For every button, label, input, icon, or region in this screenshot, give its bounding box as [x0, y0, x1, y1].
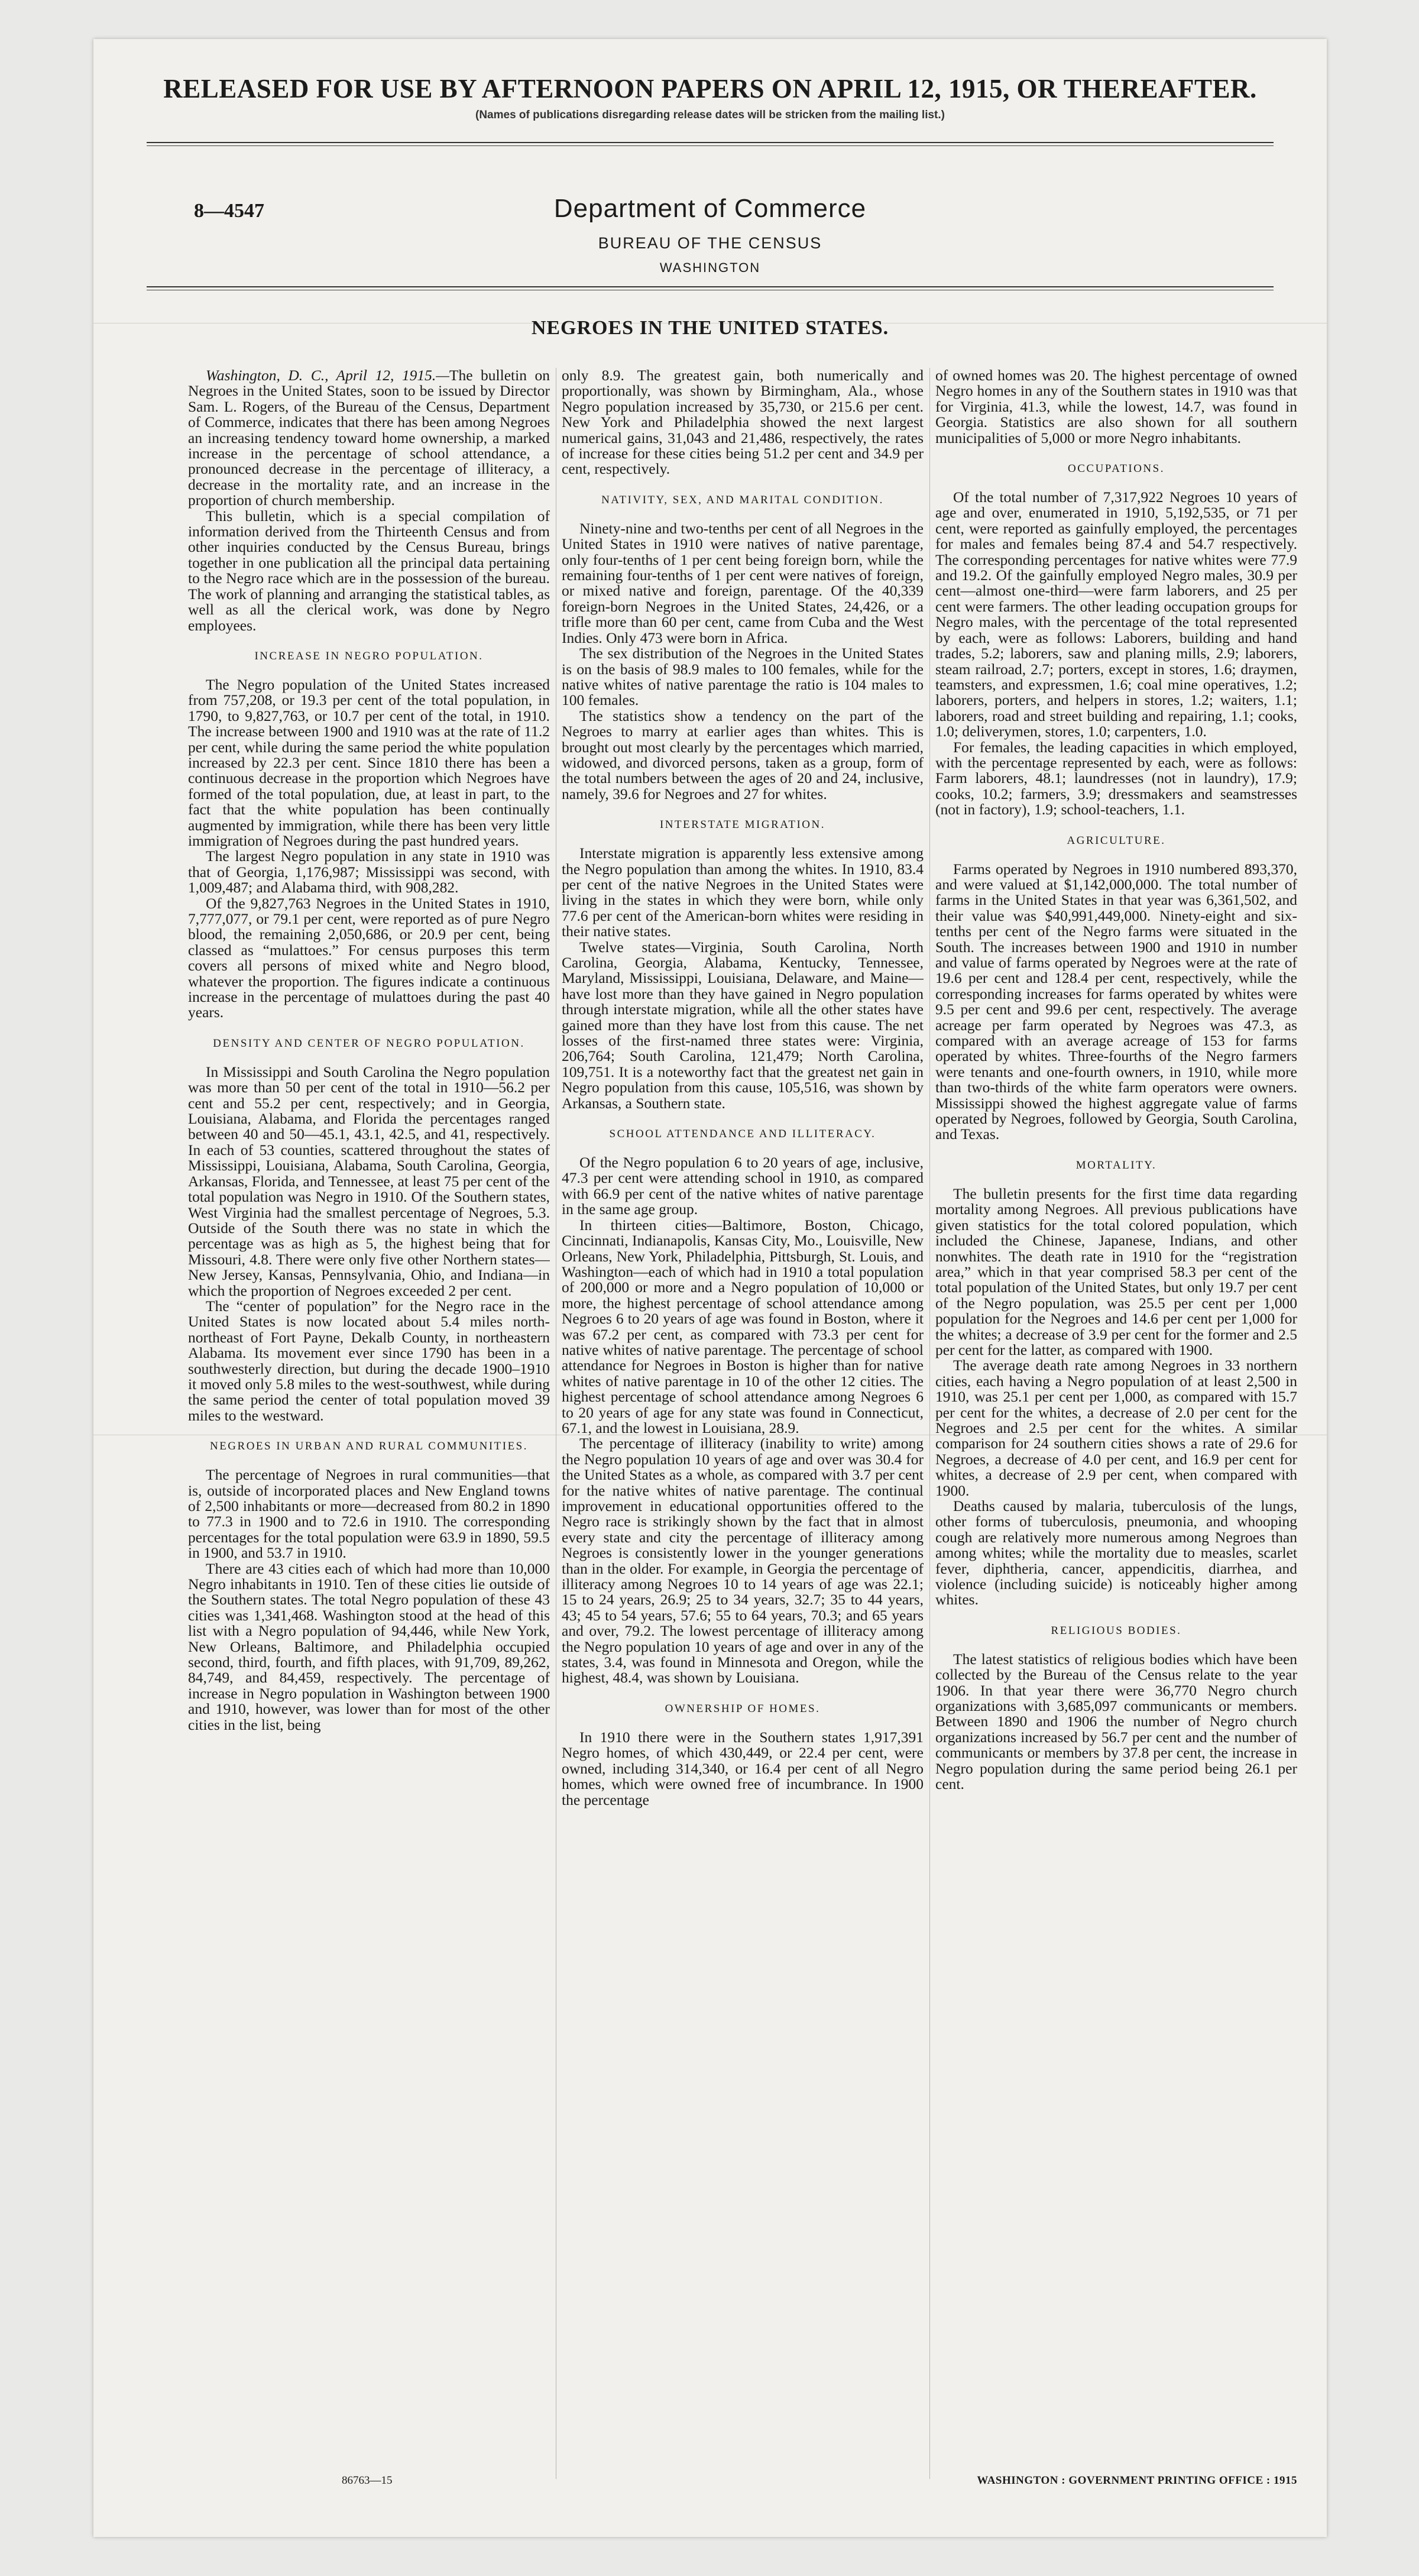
paragraph: [188, 368, 550, 509]
text-column-2: [562, 368, 924, 2479]
paragraph-text: Of the Negro population 6 to 20 years of age, inclusive, 47.3 per cent were attending school in 1910, as compared with 66.9 per cent of the native whites of native parentage in the same age group.: [562, 1154, 924, 1218]
paragraph: [562, 1218, 924, 1436]
section-heading: OCCUPATIONS.: [1068, 462, 1165, 475]
paragraph: [562, 1436, 924, 1686]
paragraph: [935, 490, 1297, 740]
form-number: 86763—15: [342, 2474, 393, 2487]
paragraph-text: Ninety-nine and two-tenths per cent of all Negroes in the United States in 1910 were natives of native parentage, only four-tenths of 1 per cent being foreign born, while the remaining four-tenths of 1 per cent were natives of foreign, or mixed native and foreign, parentage. Of the 40,339 foreign-born Negroes in the United States, 24,426, or a trifle more than 60 per cent, came from Cuba and the West Indies. Only 473 were born in Africa.: [562, 519, 924, 646]
paragraph-text: The average death rate among Negroes in 33 northern cities, each having a Negro population of at least 2,500 in 1910, was 25.1 per cent per 1,000, as compared with 15.7 per cent for the whites, a decrease of 2.0 per cent for the Negroes and 2.5 per cent for the whites. A similar comparison for 24 southern cities shows a rate of 29.6 for Negroes, a decrease of 4.0 per cent, and 16.9 per cent for whites, a decrease of 2.9 per cent, when compared with 1900.: [935, 1357, 1297, 1499]
paragraph: [562, 521, 924, 646]
paragraph-text: In Mississippi and South Carolina the Negro population was more than 50 per cent of the total in 1910—56.2 per cent and 55.2 per cent, respectively; and in Georgia, Louisiana, Alabama, and Florida the percentages ranged between 40 and 50—45.1, 43.1, 42.5, and 41, respectively. In each of 53 counties, scattered throughout the states of Mississippi, Louisiana, Alabama, South Carolina, Georgia, Arkansas, Florida, and Tennessee, at least 75 per cent of the total population was Negro in 1910. Of the Southern states, West Virginia had the smallest percentage of Negroes, 5.3. Outside of the South there was no state in which the percentage was as high as 5, the highest being that for Missouri, 4.8. There were only five other Northern states—New Jersey, Kansas, Pennsylvania, Ohio, and Indiana—in which the proportion of Negroes exceeded 2 per cent.: [188, 1063, 550, 1299]
headline: NEGROES IN THE UNITED STATES.: [531, 317, 889, 339]
paragraph: [188, 1064, 550, 1299]
header-rule: [147, 142, 1274, 143]
paragraph-text: Farms operated by Negroes in 1910 numbered 893,370, and were valued at $1,142,000,000. The total number of farms in the United States in that year was 6,361,502, and their value was $40,991,449,000. Ninety-eight and six-tenths per cent of the Negro farms were situated in the South. The increases between 1900 and 1910 in number and value of farms operated by Negroes were at the rate of 19.6 per cent and 128.4 per cent, respectively, while the corresponding increases for farms operated by whites were 9.5 per cent and 99.6 per cent, respectively. The average acreage per farm operated by Negroes was 47.3, as compared with an average acreage of 153 for farms operated by whites. Three-fourths of the Negro farmers were tenants and one-fourth owners, in 1910, while more than two-thirds of the white farm operators were owners. Mississippi showed the highest aggregate value of farms operated by Negroes, followed by Georgia, South Carolina, and Texas.: [935, 860, 1297, 1143]
paragraph-text: The percentage of Negroes in rural communities—that is, outside of incorporated places and New England towns of 2,500 inhabitants or more—decreased from 80.2 in 1890 to 77.3 in 1900 and to 72.6 in 1910. The corresponding percentages for the total population were 63.9 in 1890, 59.5 in 1900, and 53.7 in 1910.: [188, 1466, 550, 1562]
paragraph-text: The bulletin on Negroes in the United States, soon to be issued by Director Sam. L. Rogers, of the Bureau of the Census, Department of Commerce, indicates that there has been among Negroes an increasing tendency toward home ownership, a marked increase in the percentage of school attendance, a pronounced decrease in the percentage of illiteracy, a decrease in the mortality rate, and an increase in the proportion of church membership.: [188, 368, 550, 509]
paragraph-text: The “center of population” for the Negro race in the United States is now located about 5.4 miles north-northeast of Fort Payne, Dekalb County, in northeastern Alabama. Its movement ever since 1790 has been in a southwesterly direction, but during the decade 1900–1910 it moved only 5.8 miles to the west-southwest, while during the same period the center of total population moved 39 miles to the westward.: [188, 1297, 550, 1424]
section-heading: DENSITY AND CENTER OF NEGRO POPULATION.: [213, 1037, 525, 1050]
paragraph-text: There are 43 cities each of which had more than 10,000 Negro inhabitants in 1910. Ten of these cities lie outside of the Southern states. The total Negro population of these 43 cities was 1,341,468. Washington stood at the head of this list with a Negro population of 94,446, while New York, New Orleans, Baltimore, and Philadelphia occupied second, third, fourth, and fifth places, with 91,709, 89,262, 84,749, and 84,459, respectively. The percentage of increase in Negro population in Washington between 1900 and 1910, however, was lower than for most of the other cities in the list, being: [188, 1559, 550, 1733]
paragraph: [562, 846, 924, 939]
paragraph-text: Of the 9,827,763 Negroes in the United States in 1910, 7,777,077, or 79.1 per cent, were reported as of pure Negro blood, the remaining 2,050,686, or 20.9 per cent, being classed as “mulattoes.” For census purposes this term covers all persons of mixed white and Negro blood, whatever the proportion. The figures indicate a continuous increase in the percentage of mulattoes during the past 40 years.: [188, 894, 550, 1021]
paragraph-text: of owned homes was 20. The highest percentage of owned Negro homes in any of the Southern states in 1910 was that for Virginia, 41.3, while the lowest, 14.7, was found in Georgia. Statistics are also shown for all southern municipalities of 5,000 or more Negro inhabitants.: [935, 368, 1297, 446]
paragraph: [188, 1299, 550, 1423]
paragraph: [562, 1155, 924, 1218]
section-heading: INTERSTATE MIGRATION.: [659, 818, 826, 831]
department-title: Department of Commerce: [553, 194, 867, 223]
printer-imprint: WASHINGTON : GOVERNMENT PRINTING OFFICE : 1915: [977, 2474, 1297, 2487]
paragraph: [935, 740, 1297, 818]
paragraph: [562, 940, 924, 1111]
text-column-1: [188, 368, 550, 2479]
paragraph: [562, 368, 924, 477]
paragraph: [188, 1467, 550, 1561]
paragraph: [935, 368, 1297, 446]
section-heading: SCHOOL ATTENDANCE AND ILLITERACY.: [609, 1128, 876, 1141]
paragraph-text: In 1910 there were in the Southern states 1,917,391 Negro homes, of which 430,449, or 22.4 per cent, were owned, including 314,340, or 16.4 per cent of all Negro homes, which were owned free of incumbrance. In 1900 the percentage: [562, 1728, 924, 1808]
paragraph-text: For females, the leading capacities in which employed, with the percentage represented by each, were as follows: Farm laborers, 48.1; laundresses (not in laundry), 17.9; cooks, 10.2; farmers, 3.9; dressmakers and seamstresses (not in factory), 1.9; school-teachers, 1.1.: [935, 738, 1297, 818]
header-rule: [147, 145, 1274, 146]
paragraph: [562, 708, 924, 802]
paragraph-text: Of the total number of 7,317,922 Negroes 10 years of age and over, enumerated in 1910, 5,192,535, or 71 per cent, were reported as gainfully employed, the percentages for males and females being 87.4 and 54.7 respectively. The corresponding percentages for native whites were 77.9 and 19.2. Of the gainfully employed Negro males, 30.9 per cent—almost one-third—were farm laborers, and 25 per cent were farmers. The other leading occupation groups for Negro males, with the percentage of the total represented by each, were as follows: Laborers, building and hand trades, 5.2; laborers, saw and planing mills, 2.9; laborers, steam railroad, 2.7; porters, except in stores, 1.6; draymen, teamsters, and expressmen, 1.6; coal mine operatives, 1.2; laborers, porters, and helpers in stores, 1.2; waiters, 1.1; laborers, road and street building and repairing, 1.1; cooks, 1.0; deliverymen, stores, 1.0; carpenters, 1.0.: [935, 488, 1297, 740]
paragraph-text: The Negro population of the United States increased from 757,208, or 19.3 per cent of the total population, in 1790, to 9,827,763, or 10.7 per cent of the total, in 1910. The increase between 1900 and 1910 was at the rate of 11.2 per cent, while during the same period the white population increased by 22.3 per cent. Since 1810 there has been a continuous decrease in the proportion which Negroes have formed of the total population, due, at least in part, to the fact that the white population has been continually augmented by immigration, while there has been very little immigration of Negroes during the past hundred years.: [188, 675, 550, 849]
paragraph-text: The sex distribution of the Negroes in the United States is on the basis of 98.9 males to 100 females, while for the native whites of native parentage the ratio is 104 males to 100 females.: [562, 645, 924, 709]
paragraph-text: The percentage of illiteracy (inability to write) among the Negro population 10 years of age and over was 30.4 for the United States as a whole, as compared with 3.7 per cent for the native whites of native parentage. The continual improvement in educational opportunities offered to the Negro race is strikingly shown by the fact that in almost every state and city the percentage of illiteracy among Negroes is consistently lower in the younger generations than in the older. For example, in Georgia the percentage of illiteracy among Negroes 10 to 14 years of age was 22.1; 15 to 24 years, 26.9; 25 to 34 years, 32.7; 35 to 44 years, 43; 45 to 54 years, 57.6; 55 to 64 years, 70.3; and 65 years and over, 79.2. The lowest percentage of illiteracy among the Negro population 10 years of age and over in any of the states, 3.4, was found in Minnesota and Oregon, while the highest, 48.4, was shown by Louisiana.: [562, 1435, 924, 1687]
paragraph-text: In thirteen cities—Baltimore, Boston, Chicago, Cincinnati, Indianapolis, Kansas City, Mo., Louisville, New Orleans, New York, Philadelphia, Pittsburgh, St. Louis, and Washington—each of which had in 1910 a total population of 200,000 or more and a Negro population of 10,000 or more, the highest percentage of school attendance among Negroes 6 to 20 years of age was found in Boston, where it was 67.2 per cent, as compared with 73.3 per cent for native whites of native parentage. The percentage of school attendance for Negroes in Boston is higher than for native whites of native parentage in 10 of the other 12 cities. The highest percentage of school attendance among Negroes 6 to 20 years of age for any state was found in Connecticut, 67.1, and the lowest in Louisiana, 28.9.: [562, 1216, 924, 1436]
paragraph: [562, 1730, 924, 1808]
section-heading: OWNERSHIP OF HOMES.: [665, 1702, 821, 1715]
release-note: (Names of publications disregarding release dates will be stricken from the mailing list.): [475, 109, 945, 121]
bureau-title: BUREAU OF THE CENSUS: [598, 234, 822, 252]
paragraph-text: The latest statistics of religious bodies which have been collected by the Bureau of the Census relate to the year 1906. In that year there were 36,770 Negro church organizations with 3,685,097 communicants or members. Between 1890 and 1906 the number of Negro church organizations increased by 56.7 per cent and the number of communicants or members by 37.8 per cent, the increase in Negro population during the same period being 26.1 per cent.: [935, 1650, 1297, 1793]
paragraph-text: This bulletin, which is a special compilation of information derived from the Thirteenth Census and from other inquiries conducted by the Census Bureau, brings together in one publication all the principal data pertaining to the Negro race which are in the possession of the bureau. The work of planning and arranging the statistical tables, as well as all the clerical work, was done by Negro employees.: [188, 507, 550, 634]
paragraph: [188, 896, 550, 1021]
column-divider: [929, 368, 930, 2479]
release-notice: RELEASED FOR USE BY AFTERNOON PAPERS ON APRIL 12, 1915, OR THEREAFTER.: [163, 74, 1257, 103]
paragraph: [188, 509, 550, 633]
paragraph-text: The largest Negro population in any state in 1910 was that of Georgia, 1,176,987; Mississippi was second, with 1,009,487; and Alabama third, with 908,282.: [188, 847, 550, 897]
paragraph: [188, 1561, 550, 1733]
city-label: WASHINGTON: [659, 260, 761, 275]
paragraph: [935, 1358, 1297, 1499]
header-rule: [147, 286, 1274, 287]
document-sheet: [93, 39, 1327, 2537]
paragraph: [935, 1186, 1297, 1358]
section-heading: NATIVITY, SEX, AND MARITAL CONDITION.: [601, 493, 884, 506]
section-heading: AGRICULTURE.: [1067, 834, 1166, 847]
section-heading: MORTALITY.: [1075, 1158, 1157, 1172]
paragraph: [935, 862, 1297, 1143]
section-heading: RELIGIOUS BODIES.: [1051, 1624, 1182, 1637]
paragraph-text: The bulletin presents for the first time data regarding mortality among Negroes. All previous publications have given statistics for the total colored population, which included the Chinese, Japanese, Indians, and other nonwhites. The death rate in 1910 for the “registration area,” which in that year comprised 58.3 per cent of the total population of the United States, but only 19.7 per cent of the Negro population, was 25.5 per cent per 1,000 population for the Negroes and 14.6 per cent per 1,000 for the whites; a decrease of 3.9 per cent for the former and 2.5 per cent for the latter, as compared with 1900.: [935, 1185, 1297, 1358]
paragraph: [935, 1499, 1297, 1608]
paragraph-text: Deaths caused by malaria, tuberculosis of the lungs, other forms of tuberculosis, pneumonia, and whooping cough are relatively more numerous among Negroes than among whites; while the mortality due to measles, scarlet fever, diphtheria, cancer, appendicitis, diarrhea, and violence (including suicide) is noticeably higher among whites.: [935, 1497, 1297, 1609]
paragraph: [188, 677, 550, 849]
paragraph: [935, 1652, 1297, 1792]
paragraph-text: only 8.9. The greatest gain, both numerically and proportionally, was shown by Birmingham, Ala., whose Negro population increased by 35,730, or 215.6 per cent. New York and Philadelphia showed the next largest numerical gains, 31,043 and 21,486, respectively, the rates of increase for these cities being 51.2 per cent and 34.9 per cent, respectively.: [562, 368, 924, 478]
paragraph-text: The statistics show a tendency on the part of the Negroes to marry at earlier ages than whites. This is brought out most clearly by the percentages which married, widowed, and divorced persons, taken as a group, form of the total numbers between the ages of 20 and 24, inclusive, namely, 39.6 for Negroes and 27 for whites.: [562, 707, 924, 802]
paragraph: [562, 646, 924, 708]
paragraph: [188, 849, 550, 895]
document-number: 8—4547: [194, 200, 264, 222]
section-heading: INCREASE IN NEGRO POPULATION.: [254, 649, 484, 662]
section-heading: NEGROES IN URBAN AND RURAL COMMUNITIES.: [209, 1440, 529, 1453]
dateline: Washington, D. C., April 12, 1915.—: [206, 368, 449, 384]
paragraph-text: Twelve states—Virginia, South Carolina, North Carolina, Georgia, Alabama, Kentucky, Tennessee, Maryland, Mississippi, Louisiana, Delaware, and Maine—have lost more than they have gained in Negro population through interstate migration, while all the other states have gained more than they have lost from this cause. The net losses of the first-named three states were: Virginia, 206,764; South Carolina, 121,479; North Carolina, 109,751. It is a noteworthy fact that the greatest net gain in Negro population from this cause, 105,516, was shown by Arkansas, a Southern state.: [562, 938, 924, 1112]
text-column-3: [935, 368, 1297, 2479]
paragraph-text: Interstate migration is apparently less extensive among the Negro population than among the whites. In 1910, 83.4 per cent of the native Negroes in the United States were living in the states in which they were born, while only 77.6 per cent of the American-born whites were residing in their native states.: [562, 844, 924, 940]
